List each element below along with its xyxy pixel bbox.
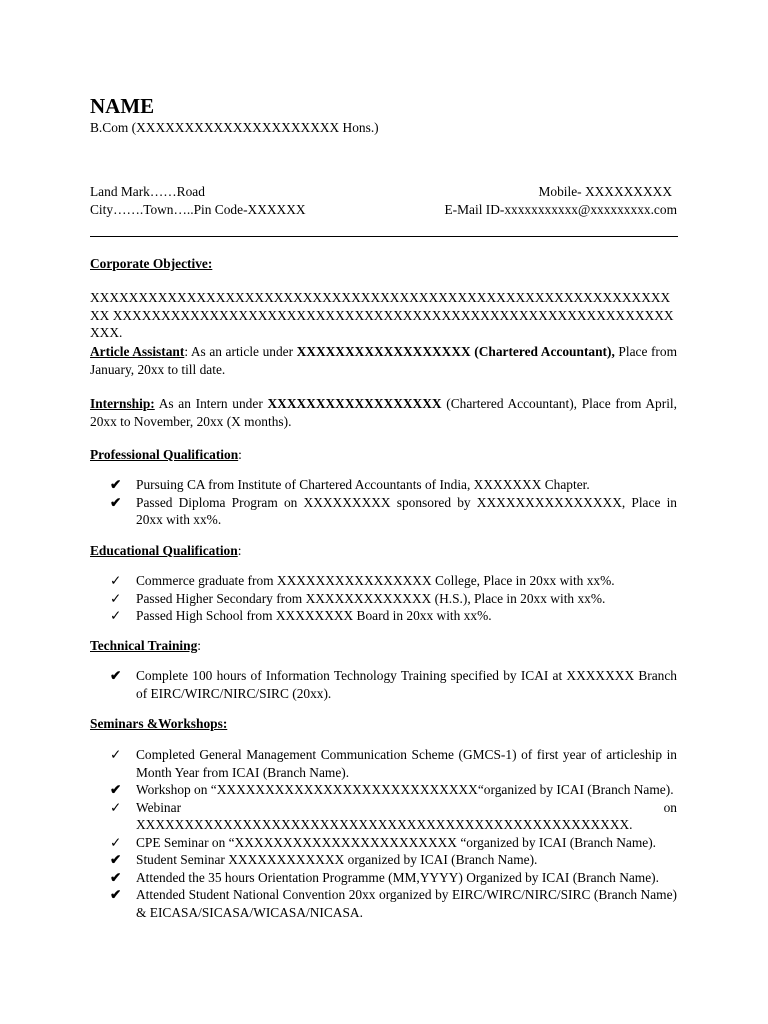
article-suffix: Place from January, 20xx to till date.	[90, 344, 677, 377]
section-heading: Technical Training	[90, 638, 198, 653]
list-item-text: Student Seminar XXXXXXXXXXXX organized by ICAI (Branch Name).	[136, 852, 538, 867]
check-icon: ✔	[110, 668, 122, 683]
list-item	[110, 494, 677, 529]
internship-firm: XXXXXXXXXXXXXXXXXX	[267, 396, 442, 411]
list-item-text: Webinar on XXXXXXXXXXXXXXXXXXXXXXXXXXXXXXXXXXXXXXXXXXXXXXXXXXX.	[136, 799, 677, 832]
list-item	[110, 476, 677, 494]
list-item-text: Commerce graduate from XXXXXXXXXXXXXXXX College, Place in 20xx with xx%.	[136, 573, 615, 588]
article-prefix: : As an article under	[184, 344, 297, 359]
check-icon: ✔	[110, 477, 122, 492]
check-icon: ✔	[110, 782, 122, 797]
candidate-name: NAME	[90, 94, 155, 118]
check-icon: ✔	[110, 852, 122, 867]
check-icon: ✔	[110, 494, 122, 510]
check-icon: ✔	[110, 869, 122, 885]
address-landmark: Land Mark……Road	[90, 184, 205, 199]
heading-colon: :	[238, 447, 242, 462]
list-item-text: Passed High School from XXXXXXXX Board in 20xx with xx%.	[136, 608, 492, 623]
list-item	[110, 869, 677, 887]
internship-paragraph	[90, 395, 677, 430]
list-item	[110, 834, 677, 852]
degree-line: B.Com (XXXXXXXXXXXXXXXXXXXXX Hons.)	[90, 120, 379, 135]
educational-heading-row	[90, 542, 677, 560]
list-item-text: Attended the 35 hours Orientation Programme (MM,YYYY) Organized by ICAI (Branch Name).	[136, 869, 659, 885]
mobile-number: Mobile- XXXXXXXXX	[538, 184, 672, 199]
list-item-text: Attended Student National Convention 20xx organized by EIRC/WIRC/NIRC/SIRC (Branch Name) & EICASA/SICASA/WICASA/NICASA.	[136, 887, 677, 920]
list-item-text: CPE Seminar on “XXXXXXXXXXXXXXXXXXXXXXX “organized by ICAI (Branch Name).	[136, 834, 657, 850]
section-heading: Internship:	[90, 396, 155, 411]
list-item	[110, 851, 677, 869]
email-address: E-Mail ID-xxxxxxxxxxx@xxxxxxxxx.com	[444, 202, 677, 217]
heading-colon: :	[197, 638, 202, 653]
list-item	[110, 572, 677, 590]
list-item-text: Passed Diploma Program on XXXXXXXXX sponsored by XXXXXXXXXXXXXXX, Place in 20xx with xx%.	[136, 494, 677, 527]
list-item-text: Pursuing CA from Institute of Chartered Accountants of India, XXXXXXX Chapter.	[136, 477, 590, 492]
section-heading: Corporate Objective:	[90, 256, 213, 271]
check-icon: ✓	[110, 834, 122, 850]
article-assistant-paragraph	[90, 343, 677, 378]
professional-heading-row	[90, 446, 677, 464]
check-icon: ✔	[110, 887, 122, 902]
technical-list	[110, 667, 677, 702]
list-item	[110, 667, 677, 702]
check-icon: ✓	[110, 799, 122, 815]
check-icon: ✓	[110, 608, 122, 623]
heading-colon: :	[237, 543, 242, 558]
section-heading: Article Assistant	[90, 344, 185, 359]
list-item	[110, 886, 677, 921]
professional-list	[110, 476, 677, 529]
list-item	[110, 607, 677, 625]
list-item	[110, 590, 677, 608]
section-heading: Educational Qualification	[90, 543, 238, 558]
list-item-text: Completed General Management Communication Scheme (GMCS-1) of first year of articleship in Month Year from ICAI (Branch Name).	[136, 747, 677, 780]
address-city: City…….Town…..Pin Code-XXXXXX	[90, 202, 306, 217]
article-firm: XXXXXXXXXXXXXXXXXX (Chartered Accountant),	[296, 344, 615, 359]
check-icon: ✓	[110, 747, 122, 762]
list-item-text: Passed Higher Secondary from XXXXXXXXXXXXX (H.S.), Place in 20xx with xx%.	[136, 590, 606, 606]
list-item	[110, 746, 677, 781]
seminars-heading-row	[90, 715, 677, 733]
list-item	[110, 781, 677, 799]
internship-prefix: As an Intern under	[154, 396, 268, 411]
educational-list	[110, 572, 677, 625]
check-icon: ✓	[110, 573, 122, 588]
objective-text: XXXXXXXXXXXXXXXXXXXXXXXXXXXXXXXXXXXXXXXXXXXXXXXXXXXXXXXXXXXXXX XXXXXXXXXXXXXXXXXXXXXXXXXXXXXXXXXXXXXXXXXXXXXXXXXXXXXXXXXXXXX.	[90, 290, 674, 340]
seminars-list	[110, 746, 677, 921]
objective-heading	[90, 255, 677, 273]
technical-heading-row	[90, 637, 677, 655]
section-heading: Seminars &Workshops:	[90, 716, 228, 731]
list-item-text: Complete 100 hours of Information Technology Training specified by ICAI at XXXXXXX Branch of EIRC/WIRC/NIRC/SIRC (20xx).	[136, 668, 677, 701]
section-heading: Professional Qualification	[90, 447, 239, 462]
list-item	[110, 799, 677, 834]
list-item-text: Workshop on “XXXXXXXXXXXXXXXXXXXXXXXXXXX“organized by ICAI (Branch Name).	[136, 782, 674, 797]
internship-suffix: (Chartered Accountant), Place from April, 20xx to November, 20xx (X months).	[90, 396, 677, 429]
header-divider	[90, 236, 678, 237]
check-icon: ✓	[110, 590, 122, 606]
